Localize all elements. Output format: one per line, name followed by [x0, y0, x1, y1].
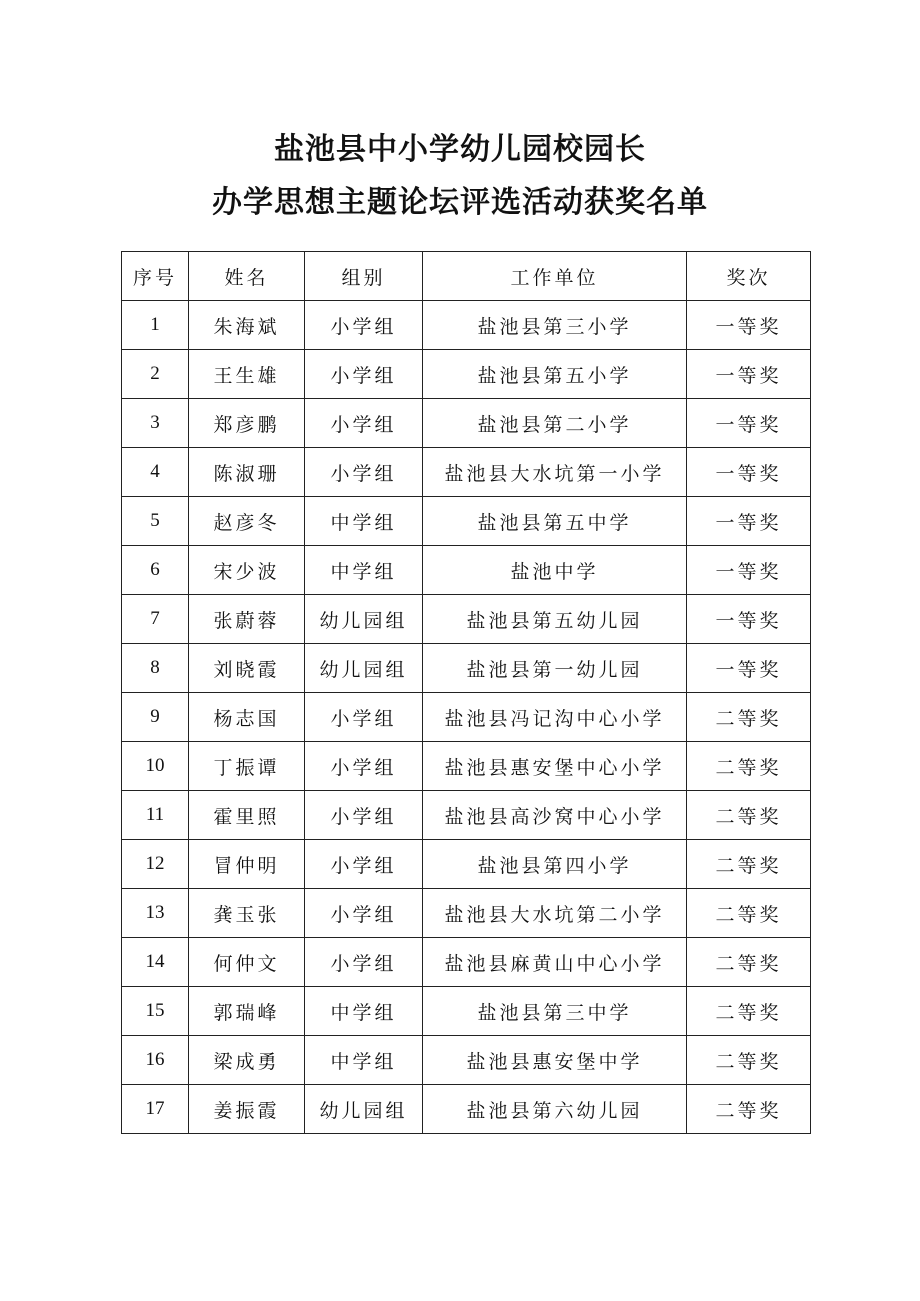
table-row [122, 938, 811, 987]
table-row [122, 742, 811, 791]
table-row [122, 791, 811, 840]
table-row [122, 595, 811, 644]
cell-group: 小学组 [305, 889, 423, 938]
table-body [122, 301, 811, 1134]
cell-index: 4 [122, 448, 189, 497]
cell-index: 3 [122, 399, 189, 448]
cell-award: 二等奖 [687, 840, 811, 889]
cell-workplace: 盐池县第五幼儿园 [423, 595, 687, 644]
cell-workplace: 盐池县冯记沟中心小学 [423, 693, 687, 742]
cell-award: 二等奖 [687, 987, 811, 1036]
cell-index: 1 [122, 301, 189, 350]
cell-award: 一等奖 [687, 301, 811, 350]
cell-name: 姜振霞 [189, 1085, 305, 1134]
cell-group: 小学组 [305, 791, 423, 840]
cell-workplace: 盐池县第四小学 [423, 840, 687, 889]
table-row [122, 987, 811, 1036]
table-row [122, 399, 811, 448]
page-title-line-2: 办学思想主题论坛评选活动获奖名单 [212, 185, 708, 220]
column-header-group: 组别 [305, 252, 423, 301]
cell-group: 小学组 [305, 301, 423, 350]
cell-name: 冒仲明 [189, 840, 305, 889]
cell-workplace: 盐池县第二小学 [423, 399, 687, 448]
cell-name: 宋少波 [189, 546, 305, 595]
cell-award: 二等奖 [687, 938, 811, 987]
cell-group: 幼儿园组 [305, 1085, 423, 1134]
award-table [121, 251, 811, 1134]
cell-index: 10 [122, 742, 189, 791]
cell-index: 13 [122, 889, 189, 938]
cell-index: 8 [122, 644, 189, 693]
cell-award: 二等奖 [687, 1036, 811, 1085]
cell-workplace: 盐池县第五小学 [423, 350, 687, 399]
cell-index: 6 [122, 546, 189, 595]
table-row [122, 497, 811, 546]
column-header-workplace: 工作单位 [423, 252, 687, 301]
table-row [122, 448, 811, 497]
cell-name: 陈淑珊 [189, 448, 305, 497]
cell-award: 一等奖 [687, 497, 811, 546]
cell-group: 小学组 [305, 693, 423, 742]
cell-workplace: 盐池中学 [423, 546, 687, 595]
cell-name: 梁成勇 [189, 1036, 305, 1085]
cell-group: 中学组 [305, 497, 423, 546]
table-row [122, 840, 811, 889]
cell-award: 一等奖 [687, 399, 811, 448]
cell-group: 小学组 [305, 350, 423, 399]
cell-index: 5 [122, 497, 189, 546]
table-row [122, 889, 811, 938]
cell-name: 张蔚蓉 [189, 595, 305, 644]
cell-award: 一等奖 [687, 448, 811, 497]
page-title-line-1: 盐池县中小学幼儿园校园长 [274, 132, 646, 167]
cell-workplace: 盐池县惠安堡中心小学 [423, 742, 687, 791]
cell-workplace: 盐池县第一幼儿园 [423, 644, 687, 693]
cell-group: 小学组 [305, 938, 423, 987]
cell-award: 二等奖 [687, 693, 811, 742]
cell-index: 15 [122, 987, 189, 1036]
cell-group: 中学组 [305, 1036, 423, 1085]
cell-group: 小学组 [305, 448, 423, 497]
cell-index: 16 [122, 1036, 189, 1085]
cell-name: 赵彦冬 [189, 497, 305, 546]
cell-group: 中学组 [305, 987, 423, 1036]
cell-name: 丁振谭 [189, 742, 305, 791]
cell-index: 11 [122, 791, 189, 840]
cell-group: 幼儿园组 [305, 595, 423, 644]
cell-name: 杨志国 [189, 693, 305, 742]
cell-name: 王生雄 [189, 350, 305, 399]
cell-award: 一等奖 [687, 546, 811, 595]
cell-workplace: 盐池县大水坑第一小学 [423, 448, 687, 497]
cell-index: 7 [122, 595, 189, 644]
cell-group: 中学组 [305, 546, 423, 595]
table-row [122, 644, 811, 693]
cell-group: 小学组 [305, 742, 423, 791]
cell-workplace: 盐池县高沙窝中心小学 [423, 791, 687, 840]
table-row [122, 1085, 811, 1134]
cell-index: 2 [122, 350, 189, 399]
cell-award: 一等奖 [687, 350, 811, 399]
table-header-row [122, 252, 811, 301]
cell-award: 二等奖 [687, 1085, 811, 1134]
cell-index: 12 [122, 840, 189, 889]
cell-award: 一等奖 [687, 644, 811, 693]
cell-name: 霍里照 [189, 791, 305, 840]
cell-workplace: 盐池县第三中学 [423, 987, 687, 1036]
table-row [122, 1036, 811, 1085]
cell-index: 14 [122, 938, 189, 987]
cell-workplace: 盐池县麻黄山中心小学 [423, 938, 687, 987]
cell-index: 9 [122, 693, 189, 742]
cell-group: 小学组 [305, 399, 423, 448]
cell-workplace: 盐池县第三小学 [423, 301, 687, 350]
cell-award: 二等奖 [687, 889, 811, 938]
cell-award: 二等奖 [687, 742, 811, 791]
cell-workplace: 盐池县第五中学 [423, 497, 687, 546]
cell-index: 17 [122, 1085, 189, 1134]
table-row [122, 546, 811, 595]
cell-workplace: 盐池县第六幼儿园 [423, 1085, 687, 1134]
cell-name: 何仲文 [189, 938, 305, 987]
cell-award: 一等奖 [687, 595, 811, 644]
column-header-index: 序号 [122, 252, 189, 301]
column-header-name: 姓名 [189, 252, 305, 301]
table-row [122, 693, 811, 742]
cell-name: 郑彦鹏 [189, 399, 305, 448]
cell-award: 二等奖 [687, 791, 811, 840]
cell-workplace: 盐池县大水坑第二小学 [423, 889, 687, 938]
cell-name: 郭瑞峰 [189, 987, 305, 1036]
cell-group: 小学组 [305, 840, 423, 889]
cell-name: 龚玉张 [189, 889, 305, 938]
cell-name: 朱海斌 [189, 301, 305, 350]
cell-group: 幼儿园组 [305, 644, 423, 693]
table-row [122, 350, 811, 399]
column-header-award: 奖次 [687, 252, 811, 301]
cell-name: 刘晓霞 [189, 644, 305, 693]
cell-workplace: 盐池县惠安堡中学 [423, 1036, 687, 1085]
table-row [122, 301, 811, 350]
